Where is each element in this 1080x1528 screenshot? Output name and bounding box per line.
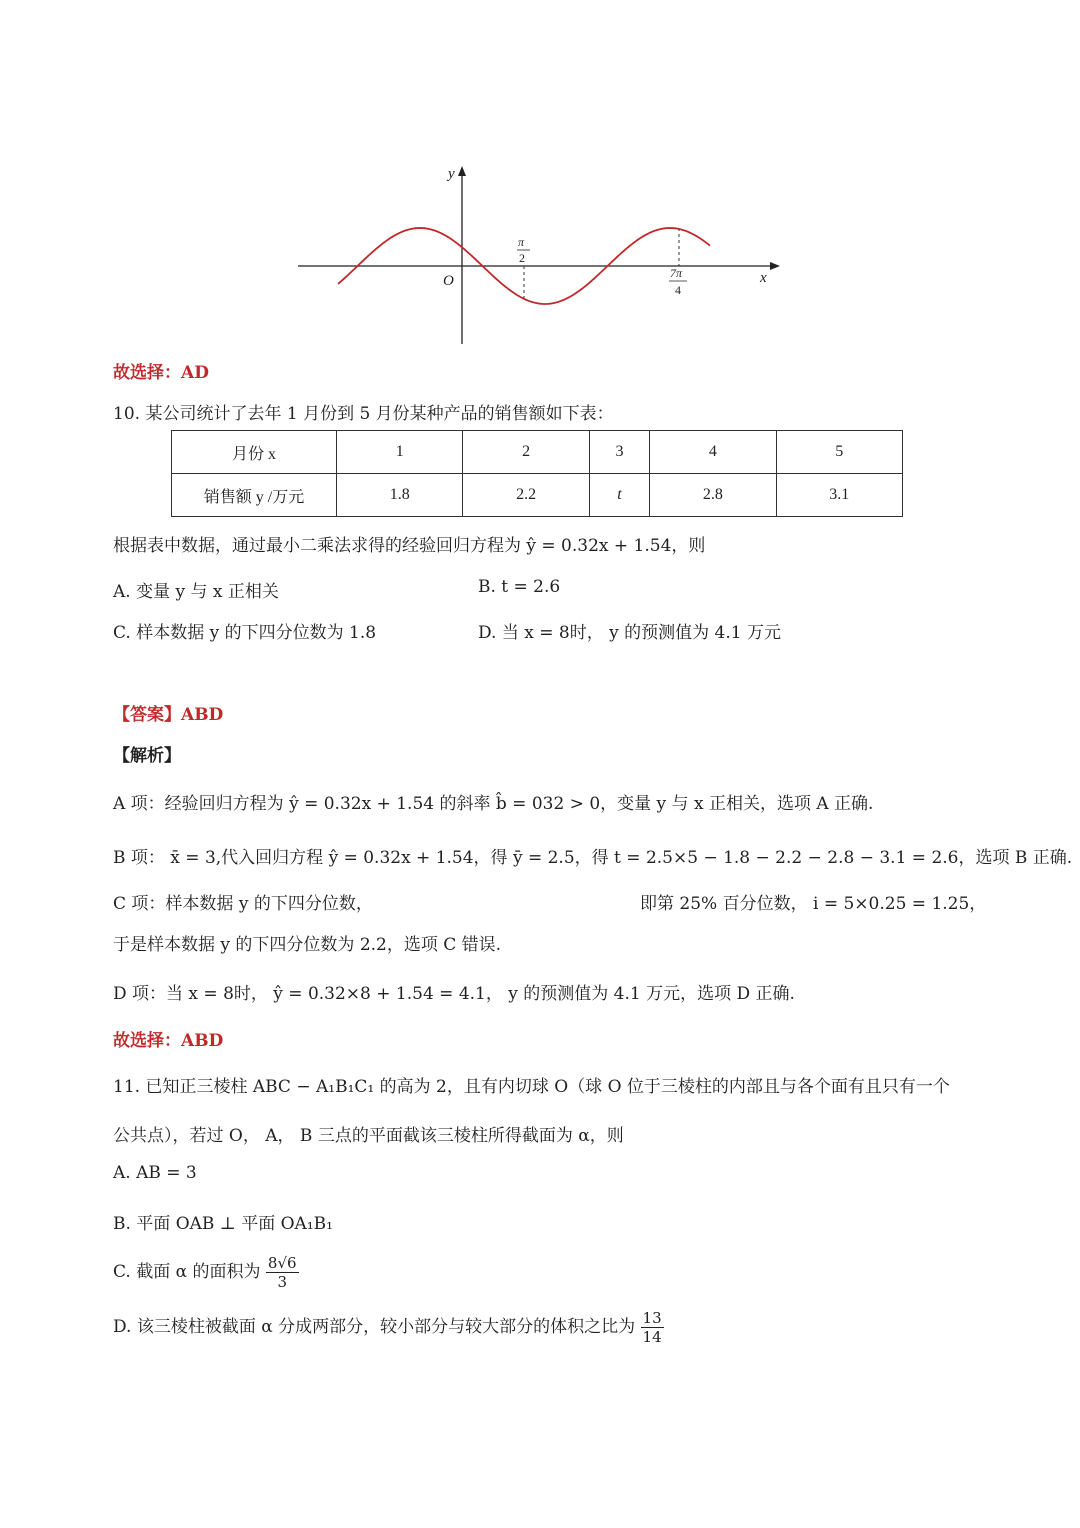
- pi-label-bottom: 2: [519, 251, 525, 265]
- q10-analysis-a: A 项：经验回归方程为 ŷ = 0.32x + 1.54 的斜率 b̂ = 032 > 0，变量 y 与 x 正相关，选项 A 正确.: [113, 794, 874, 814]
- q10-stem: 10. 某公司统计了去年 1 月份到 5 月份某种产品的销售额如下表：: [113, 404, 614, 424]
- q11-option-d: [113, 1309, 664, 1346]
- table-cell: 3.1: [776, 474, 902, 517]
- q10-answer: 【答案】ABD: [113, 705, 224, 725]
- q10-analysis-c1: C 项：样本数据 y 的下四分位数，: [113, 894, 373, 914]
- table-row: [172, 431, 903, 474]
- table-cell: 4: [650, 431, 776, 474]
- y-axis-arrow: [458, 166, 466, 176]
- x-axis-arrow: [770, 262, 780, 270]
- fraction-denominator: 14: [642, 1328, 662, 1346]
- y-axis-label: y: [448, 166, 455, 182]
- q11-option-b: B. 平面 OAB ⊥ 平面 OA₁B₁: [113, 1214, 333, 1234]
- table-header-month: 月份 x: [172, 431, 337, 474]
- fraction-numerator: 8√6: [267, 1254, 297, 1272]
- q10-option-d: D. 当 x = 8时， y 的预测值为 4.1 万元: [478, 623, 781, 643]
- table-cell: 1.8: [337, 474, 463, 517]
- table-cell: 1: [337, 431, 463, 474]
- q10-option-c: C. 样本数据 y 的下四分位数为 1.8: [113, 623, 377, 643]
- table-header-sales: 销售额 y /万元: [172, 474, 337, 517]
- table-cell: t: [589, 474, 649, 517]
- q11-option-d-text: D. 该三棱柱被截面 α 分成两部分，较小部分与较大部分的体积之比为: [113, 1317, 636, 1337]
- x-axis-label: x: [760, 270, 767, 286]
- table-cell: 2.2: [463, 474, 589, 517]
- table-cell: 2.8: [650, 474, 776, 517]
- sales-table: [171, 430, 903, 517]
- table-cell: 5: [776, 431, 902, 474]
- table-cell: 3: [589, 431, 649, 474]
- sine-graph: [290, 160, 790, 350]
- seven-pi-label-bottom: 4: [675, 283, 681, 297]
- fraction-numerator: 13: [642, 1309, 662, 1327]
- q10-analysis-title: 【解析】: [113, 746, 181, 766]
- table-row: [172, 474, 903, 517]
- q10-analysis-b: B 项： x̄ = 3,代入回归方程 ŷ = 0.32x + 1.54，得 ȳ = 2.5，得 t = 2.5×5 − 1.8 − 2.2 − 2.8 − 3.1 = 2.6，选项 B 正确.: [113, 848, 1073, 868]
- q11-option-c-fraction: [266, 1254, 299, 1291]
- q10-analysis-d: D 项：当 x = 8时， ŷ = 0.32×8 + 1.54 = 4.1， y 的预测值为 4.1 万元，选项 D 正确.: [113, 984, 795, 1004]
- table-cell: 2: [463, 431, 589, 474]
- q10-analysis-c3: 于是样本数据 y 的下四分位数为 2.2，选项 C 错误.: [113, 935, 502, 955]
- q10-option-b: B. t = 2.6: [478, 577, 561, 597]
- q10-option-a: A. 变量 y 与 x 正相关: [113, 582, 279, 602]
- q11-option-d-fraction: [641, 1309, 664, 1346]
- seven-pi-label-top: 7π: [670, 266, 683, 280]
- pi-label-top: π: [518, 235, 525, 249]
- fraction-denominator: 3: [277, 1273, 287, 1291]
- q10-condition: 根据表中数据，通过最小二乘法求得的经验回归方程为 ŷ = 0.32x + 1.54，则: [113, 536, 706, 556]
- q11-stem-line2: 公共点），若过 O， A， B 三点的平面截该三棱柱所得截面为 α，则: [113, 1126, 624, 1146]
- q11-stem-line1: 11. 已知正三棱柱 ABC − A₁B₁C₁ 的高为 2，且有内切球 O（球 O 位于三棱柱的内部且与各个面有且只有一个: [113, 1077, 950, 1097]
- q11-option-c: [113, 1254, 299, 1291]
- origin-label: O: [443, 273, 454, 289]
- q10-analysis-c2: 即第 25% 百分位数， i = 5×0.25 = 1.25，: [640, 894, 987, 914]
- q11-option-a: A. AB = 3: [113, 1163, 197, 1183]
- q11-option-c-text: C. 截面 α 的面积为: [113, 1262, 261, 1282]
- q10-conclusion: 故选择：ABD: [113, 1031, 224, 1051]
- q9-conclusion: 故选择：AD: [113, 363, 209, 383]
